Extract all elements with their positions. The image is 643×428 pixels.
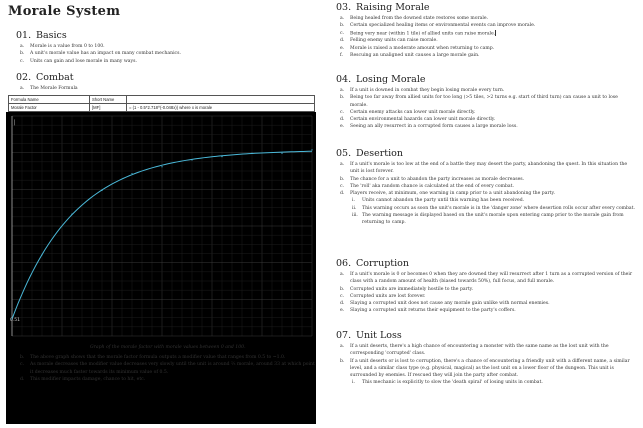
section-raising-morale [336, 2, 636, 59]
list-item: c. Being very near (within 1 tile) of allied units can raise morale. [340, 30, 496, 37]
raising-list [336, 15, 636, 59]
list-item: a. If a unit's morale is 0 or becomes 0 when they are downed they will resurrect after 1 turn as a corrupted version of their class with a random amount of health (biased towards 50%), full focus, and full morale. [340, 272, 633, 285]
table-header: Formula Name [9, 96, 90, 104]
desertion-sublist [350, 197, 636, 226]
list-item: b. Being too far away from allied units for too long (>5 tiles, >2 turns e.g. start of third turn) can cause a unit to lose morale. [340, 95, 618, 108]
table-cell: [MF] [90, 104, 127, 112]
data-point [221, 156, 222, 157]
section-unit-loss [336, 330, 636, 387]
formula-table [8, 95, 315, 112]
section-heading: 02. Combat [16, 72, 74, 83]
combat-notes-list [16, 354, 316, 383]
list-item: c. Units can gain and lose morale in many ways. [20, 58, 137, 64]
list-item: c. Certain enemy attacks can lower unit morale directly. [340, 109, 476, 115]
list-item: f. Rescuing an unaligned unit causes a large morale gain. [340, 52, 480, 58]
section-heading: 01. Basics [16, 30, 67, 41]
table-header-row [9, 96, 315, 104]
y-axis-marker: │ [13, 120, 17, 126]
list-item: b. Certain specialized healing items or environmental events can improve morale. [340, 23, 536, 29]
table-cell: Morale Factor [9, 104, 90, 112]
data-point [191, 159, 192, 160]
list-item: b. The above graph shows that the morale factor formula outputs a modifier value that ranges from 0.5 to ~1.0. [20, 355, 286, 360]
data-point [71, 214, 72, 215]
list-item: b. If a unit deserts or is lost to corruption, there's a chance of encountering a friendly unit with a different name, a similar level, and a similar class type (e.g. physical, magical) as the lost unit on a lower floor of the dungeon. This unit is surrounded by enemies. If rescued they will join the party after combat. i. This mechanic is explicitly to slow the 'death spiral' of losing units in combat. [336, 358, 636, 387]
section-heading: 04. Losing Morale [336, 74, 426, 85]
list-item: a. If a unit's morale is too low at the end of a battle they may desert the party, abandoning the quest. In this situation the unit is lost forever. [340, 162, 628, 175]
data-point [281, 153, 282, 154]
list-item: a. If a unit deserts, there's a high chance of encountering a monster with the same name as the lost unit with the corresponding 'corrupted' class. [340, 344, 609, 357]
section-combat [16, 72, 316, 92]
table-header: Short Name [90, 96, 127, 104]
combat-notes [16, 352, 316, 383]
page-title: Morale System [8, 4, 121, 19]
section-heading: 03. Raising Morale [336, 2, 430, 13]
list-item: b. Corrupted units are immediately hostile to the party. [340, 286, 474, 292]
section-losing-morale [336, 74, 636, 131]
list-item: a. The Morale Formula [20, 86, 78, 91]
table-cell: = (1 - 0.5*2.718^(-0.048x)) where x is morale [127, 104, 315, 112]
list-item: c. Corrupted units are lost forever. [340, 293, 426, 299]
data-point [311, 149, 312, 150]
data-point [251, 153, 252, 154]
section-heading: 06. Corruption [336, 258, 409, 269]
section-desertion [336, 148, 636, 227]
list-item: a. If a unit is downed in combat they begin losing morale every turn. [340, 88, 505, 93]
list-item: e. Morale is raised a moderate amount when returning to camp. [340, 45, 495, 51]
list-item: b. A unit's morale value has an impact on many combat mechanics. [20, 51, 181, 57]
list-item: d. Players receive, at minimum, one warning in camp prior to a unit abandoning the party. i. Units cannot abandon the party until this warning has been received. ii. This warning occurs as soon the unit's morale is in the 'danger zone' where desertion rolls occur after every combat. iii. The warning message is displayed based on the unit's morale upon entering camp prior to the morale gain from returning to camp. [340, 191, 635, 226]
list-item: b. The chance for a unit to abandon the party increases as morale decreases. [340, 176, 525, 182]
section-heading: 05. Desertion [336, 148, 403, 159]
data-point [131, 173, 132, 174]
y-tick-label: 0.51 [10, 318, 21, 324]
list-item: i. Units cannot abandon the party until this warning has been received. [352, 198, 525, 204]
corruption-list [336, 271, 636, 315]
section-heading: 07. Unit Loss [336, 330, 402, 341]
list-item: ii. This warning occurs as soon the unit's morale is in the 'danger zone' where desertion rolls occur after every combat. [352, 205, 635, 211]
list-item: d. Felling enemy units can raise morale. [340, 38, 438, 44]
list-item: c. The 'roll' aka random chance is calculated at the end of every combat. [340, 183, 514, 189]
list-item: e. Seeing an ally resurrect in a corrupted form causes a large morale loss. [340, 124, 518, 130]
data-point [161, 166, 162, 167]
list-item: a. Being healed from the downed state restores some morale. [340, 16, 489, 21]
list-item: d. This modifier impacts damage, chance to hit, etc. [20, 376, 146, 382]
section-corruption [336, 258, 636, 315]
list-item: e. Slaying a corrupted unit returns their equipment to the party's coffers. [340, 308, 516, 314]
desertion-list [336, 161, 636, 227]
list-item: i. This mechanic is explicitly to slow the 'death spiral' of losing units in combat. [352, 380, 543, 386]
section-basics [16, 30, 316, 65]
graph-caption: Graph of the morale factor with morale values between 0 and 100. [90, 345, 246, 350]
unitloss-list [336, 343, 636, 387]
data-point [101, 190, 102, 191]
list-item: d. Slaying a corrupted unit does not cause any morale gain unlike with normal enemies. [340, 301, 550, 307]
basics-list [16, 43, 316, 65]
combat-list [16, 85, 316, 92]
list-item: d. Certain environmental hazards can lower unit morale directly. [340, 117, 496, 123]
text-cursor [495, 30, 496, 36]
list-item: iii. The warning message is displayed based on the unit's morale upon entering camp prior to the morale gain from returning to camp. [352, 213, 624, 226]
list-item: c. As morale decreases the modifier value decreases very slowly until the unit is around ⅔ morale, around 33 at which point it decreases much faster towards its minimum value of 0.5. [20, 362, 315, 375]
data-point [41, 254, 42, 255]
list-item: a. Morale is a value from 0 to 100. [20, 44, 105, 49]
table-header [127, 96, 315, 104]
unitloss-sublist [350, 379, 636, 386]
table-row [9, 104, 315, 112]
losing-list [336, 87, 636, 131]
